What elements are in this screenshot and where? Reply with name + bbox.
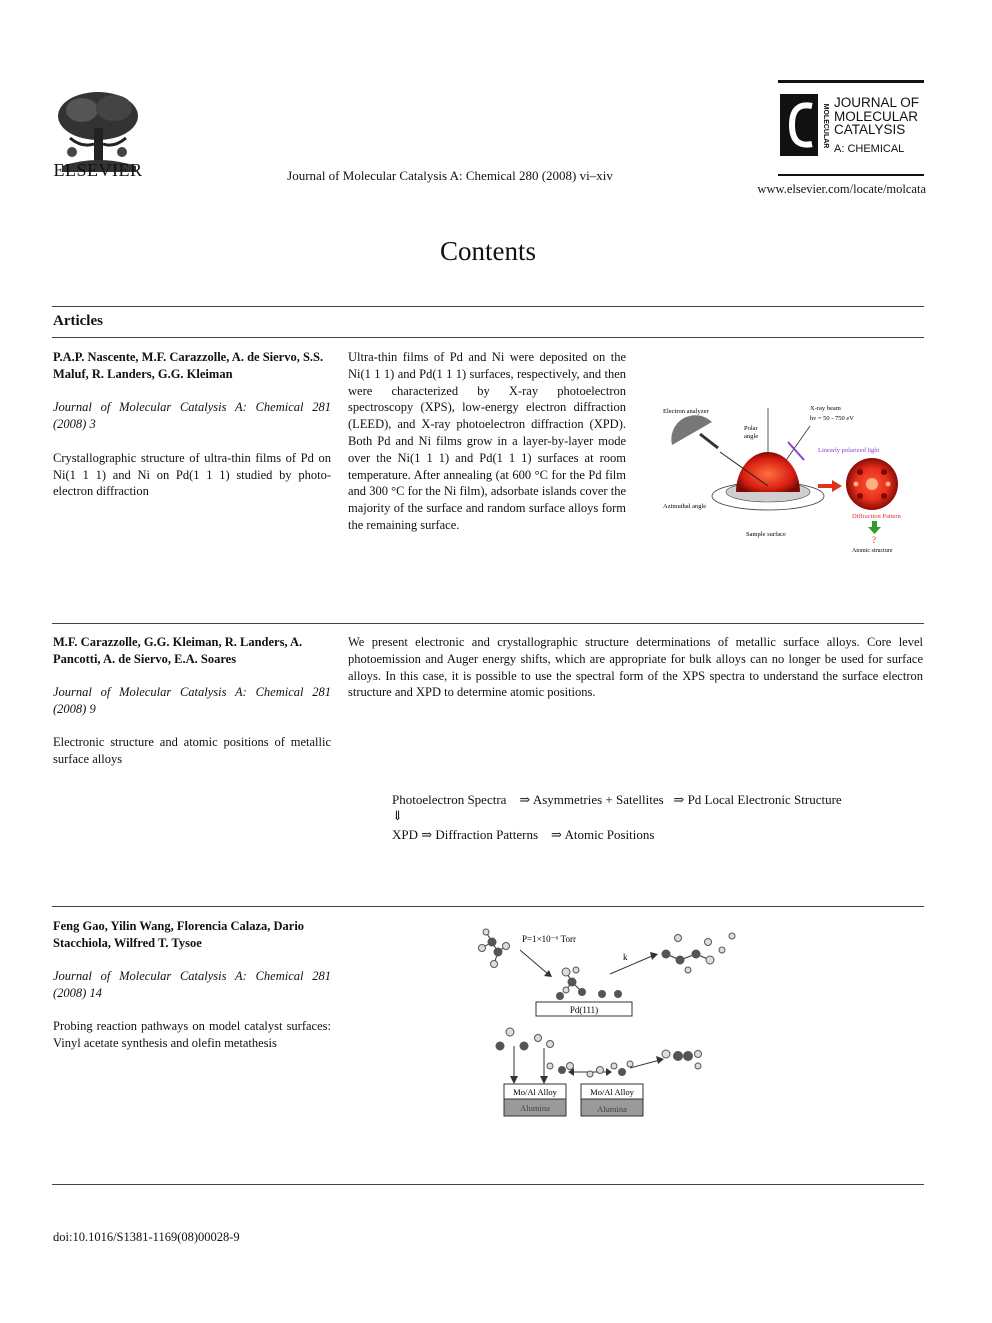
entry-1-graphical-abstract	[660, 400, 922, 558]
page-title: Contents	[439, 236, 536, 266]
divider	[52, 337, 924, 338]
entry-1-citation[interactable]: Journal of Molecular Catalysis A: Chemical 281 (2008) 3	[53, 400, 331, 431]
entry-2-scheme-line-1: Photoelectron Spectra ⇒ Asymmetries + Satellites ⇒ Pd Local Electronic Structure	[392, 792, 842, 807]
journal-logo-line-2: MOLECULAR	[834, 108, 919, 124]
label-sample: Sample surface	[746, 531, 786, 538]
logo-rule-bottom	[778, 174, 924, 176]
label-energy: hν = 50 - 750 eV	[810, 415, 854, 422]
label-pd: Pd(111)	[569, 1005, 599, 1015]
entry-2-authors: M.F. Carazzolle, G.G. Kleiman, R. Landers, A. Pancotti, A. de Siervo, E.A. Soares	[53, 635, 303, 666]
entry-2-citation[interactable]: Journal of Molecular Catalysis A: Chemical 281 (2008) 9	[53, 685, 331, 716]
label-alloy-2: Mo/Al Alloy	[590, 1087, 634, 1097]
entry-1-authors: P.A.P. Nascente, M.F. Carazzolle, A. de Siervo, S.S. Maluf, R. Landers, G.G. Kleiman	[53, 350, 324, 381]
label-alumina-2: Alumina	[597, 1104, 627, 1114]
entry-2-title[interactable]: Electronic structure and atomic positions of metallic surface alloys	[53, 735, 331, 766]
publisher-name: ELSEVIER	[53, 160, 143, 180]
label-alloy-1: Mo/Al Alloy	[513, 1087, 557, 1097]
journal-citation-header: Journal of Molecular Catalysis A: Chemical 280 (2008) vi–xiv	[287, 168, 613, 183]
arrow-to-pattern	[832, 480, 842, 492]
analyzer-shape	[671, 415, 712, 445]
entry-1-title[interactable]: Crystallographic structure of ultra-thin films of Pd on Ni(1 1 1) and Ni on Pd(1 1 1) studied by photo-electron diffraction	[53, 451, 331, 498]
label-polar-2: angle	[744, 433, 759, 440]
divider	[52, 1184, 924, 1185]
arrow-down-green	[868, 527, 881, 534]
entry-3-title[interactable]: Probing reaction pathways on model catalyst surfaces: Vinyl acetate synthesis and olefin metathesis	[53, 1019, 331, 1050]
entry-3-graphical-abstract	[470, 920, 750, 1126]
journal-logo	[778, 78, 924, 162]
label-xray: X-ray beam	[810, 405, 841, 412]
molecules-lower	[496, 1028, 702, 1084]
journal-logo-subtitle: A: CHEMICAL	[834, 142, 905, 155]
journal-logo-line-1: JOURNAL OF	[834, 95, 920, 110]
entry-3-authors: Feng Gao, Yilin Wang, Florencia Calaza, Dario Stacchiola, Wilfred T. Tysoe	[53, 919, 305, 950]
label-analyzer: Electron analyzer	[663, 408, 709, 415]
journal-url[interactable]: www.elsevier.com/locate/molcata	[757, 182, 926, 196]
divider	[52, 623, 924, 624]
label-k: k	[623, 952, 628, 962]
polarization-arrow	[788, 442, 804, 460]
label-pressure: P=1×10⁻⁶ Torr	[522, 934, 576, 944]
label-question: ?	[872, 535, 876, 545]
molecule-right	[662, 933, 736, 973]
divider	[52, 906, 924, 907]
label-alumina-1: Alumina	[520, 1103, 550, 1113]
section-heading: Articles	[53, 313, 103, 329]
label-pattern: Diffraction Pattern	[852, 513, 901, 520]
journal-logo-line-3: CATALYSIS	[834, 122, 906, 137]
journal-logo-side-text: MOLECULAR	[822, 103, 829, 149]
molecule-center	[562, 967, 586, 996]
molecule-left	[479, 929, 510, 968]
entry-2-abstract: We present electronic and crystallographic structure determinations of metallic surface alloys. Core level photoemission and Auger energy shifts, which are appropriate for bulk alloys can no longer be used for surface alloys. In this case, it is possible to use the spectral form of the XPS spectra to understand the surface electron structure and XPD to determine atomic positions.	[348, 635, 923, 700]
entry-2-scheme-line-3: XPD ⇒ Diffraction Patterns ⇒ Atomic Positions	[392, 827, 655, 842]
label-polar: Polar	[744, 425, 758, 432]
divider	[52, 306, 924, 307]
entry-3-citation[interactable]: Journal of Molecular Catalysis A: Chemical 281 (2008) 14	[53, 969, 331, 1000]
entry-1-abstract: Ultra-thin films of Pd and Ni were deposited on the Ni(1 1 1) and Pd(1 1 1) surfaces, respectively, and then were characterized by X-ray photoelectron spectroscopy (XPS), low-energy electron diffraction (LEED), and X-ray photoelectron diffraction (XPD). Both Pd and Ni films grow in a layer-by-layer mode over the Ni(1 1 1) and Pd(1 1 1) surfaces at room temperature. After annealing (at 600 °C for the Pd film and 300 °C for the Ni film), adsorbate islands cover the majority of the surface and random surface alloys form the remaining surface.	[348, 350, 626, 532]
label-azimuthal: Azimuthal angle	[663, 503, 707, 510]
label-polarized: Linearly polarized light	[818, 447, 880, 454]
entry-2-scheme-line-2: ⇓	[392, 808, 403, 823]
doi[interactable]: doi:10.1016/S1381-1169(08)00028-9	[53, 1230, 240, 1244]
label-atomic: Atomic structure	[852, 548, 893, 554]
